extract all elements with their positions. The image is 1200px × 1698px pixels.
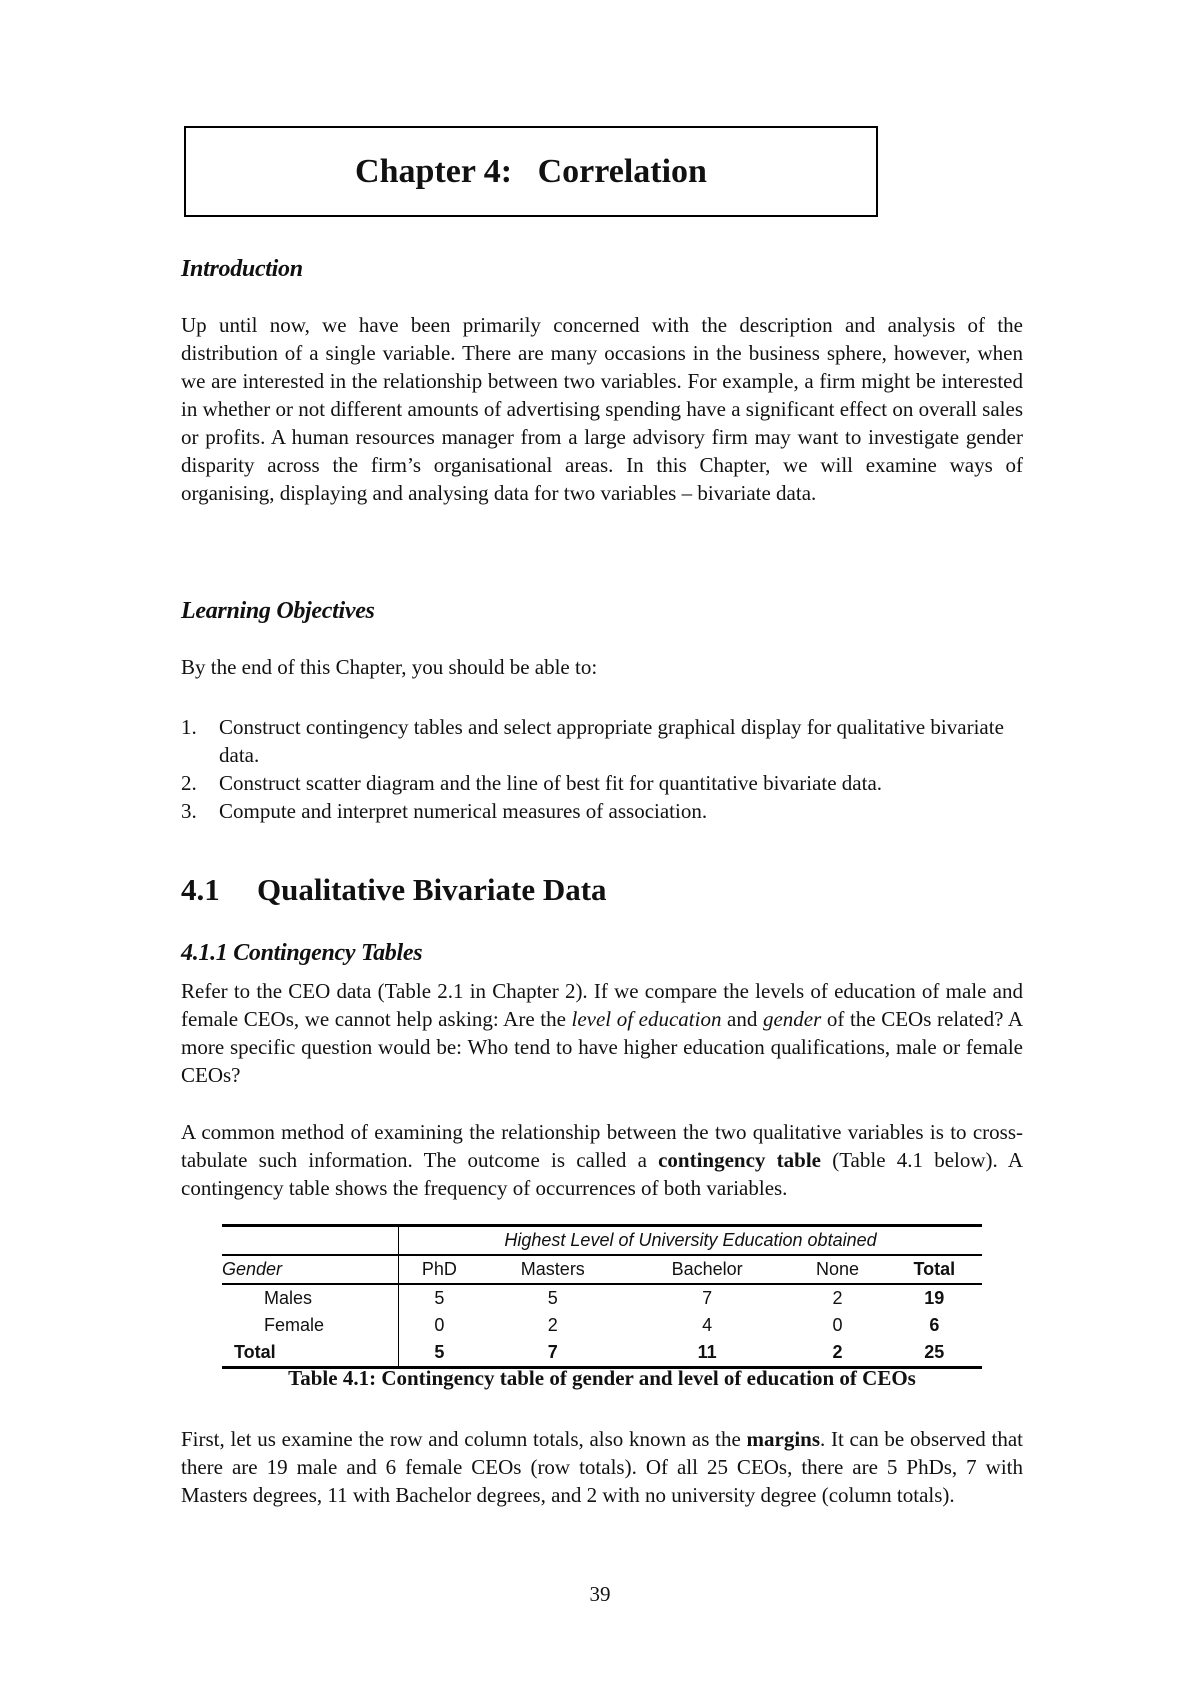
objective-item: 1. Construct contingency tables and select appropriate graphical display for qualitative bivariate data.	[181, 715, 1004, 767]
table-cell: 2	[832, 1288, 843, 1308]
table-cell: 25	[887, 1339, 982, 1368]
column-header: Masters	[480, 1255, 626, 1284]
chapter-number-label: Chapter 4:	[355, 152, 513, 190]
learning-objectives-list	[181, 713, 1023, 825]
row-label: Female	[222, 1312, 399, 1339]
objective-item: 3. Compute and interpret numerical measures of association.	[181, 799, 708, 823]
contingency-table	[222, 1224, 982, 1369]
table-cell: 19	[924, 1288, 945, 1308]
section-name: Qualitative Bivariate Data	[257, 872, 607, 907]
table-cell: 6	[929, 1315, 940, 1335]
chapter-title: Correlation	[537, 152, 707, 190]
table-total-row	[222, 1339, 982, 1368]
subsection-heading: 4.1.1 Contingency Tables	[181, 940, 423, 966]
table-cell: 5	[399, 1339, 480, 1368]
table-cell: 2	[788, 1339, 886, 1368]
table-cell: 0	[434, 1315, 445, 1335]
column-header: None	[788, 1255, 886, 1284]
introduction-paragraph: Up until now, we have been primarily concerned with the description and analysis of the distribution of a single variable. There are many occasions in the business sphere, however, when we are interested in the relationship between two variables. For example, a firm might be interested in whether or not different amounts of advertising spending have a significant effect on overall sales or profits. A human resources manager from a large advisory firm may want to investigate gender disparity across the firm’s organisational areas. In this Chapter, we will examine ways of organising, displaying and analysing data for two variables – bivariate data.	[181, 313, 1023, 505]
table-caption: Table 4.1: Contingency table of gender and level of education of CEOs	[288, 1366, 916, 1390]
table-cell: 2	[547, 1315, 558, 1335]
table-super-header: Highest Level of University Education obtained	[399, 1226, 983, 1256]
chapter-title-box	[184, 126, 878, 217]
table-cell: 7	[702, 1288, 713, 1308]
table-cell: 11	[626, 1339, 788, 1368]
column-header: Total	[887, 1255, 982, 1284]
section-number: 4.1	[181, 872, 220, 907]
learning-objectives-heading: Learning Objectives	[181, 598, 375, 624]
table-cell: 0	[832, 1315, 843, 1335]
row-label: Males	[222, 1284, 399, 1312]
table-cell: 5	[434, 1288, 445, 1308]
page-number: 39	[589, 1582, 611, 1606]
table-row	[222, 1284, 982, 1312]
table-cell: 7	[480, 1339, 626, 1368]
row-label: Total	[222, 1339, 399, 1368]
column-header: PhD	[399, 1255, 480, 1284]
learning-objectives-intro: By the end of this Chapter, you should be able to:	[181, 655, 598, 679]
table-cell: 4	[702, 1315, 713, 1335]
table-cell: 5	[547, 1288, 558, 1308]
table-row	[222, 1312, 982, 1339]
subsection-paragraph-1: Refer to the CEO data (Table 2.1 in Chapter 2). If we compare the levels of education of male and female CEOs, we cannot help asking: Are the level of education and gender of the CEOs related? A more specific question would be: Who tend to have higher education qualifications, male or female CEOs?	[181, 979, 1023, 1087]
introduction-heading: Introduction	[181, 256, 303, 282]
subsection-paragraph-2: A common method of examining the relationship between the two qualitative variables is to cross-tabulate such information. The outcome is called a contingency table (Table 4.1 below). A contingency table shows the frequency of occurrences of both variables.	[181, 1120, 1023, 1200]
section-title	[181, 872, 607, 908]
column-header: Bachelor	[626, 1255, 788, 1284]
table-row-header: Gender	[222, 1255, 399, 1284]
objective-item: 2. Construct scatter diagram and the line of best fit for quantitative bivariate data.	[181, 771, 883, 795]
margins-paragraph: First, let us examine the row and column totals, also known as the margins. It can be observed that there are 19 male and 6 female CEOs (row totals). Of all 25 CEOs, there are 5 PhDs, 7 with Masters degrees, 11 with Bachelor degrees, and 2 with no university degree (column totals).	[181, 1427, 1023, 1507]
